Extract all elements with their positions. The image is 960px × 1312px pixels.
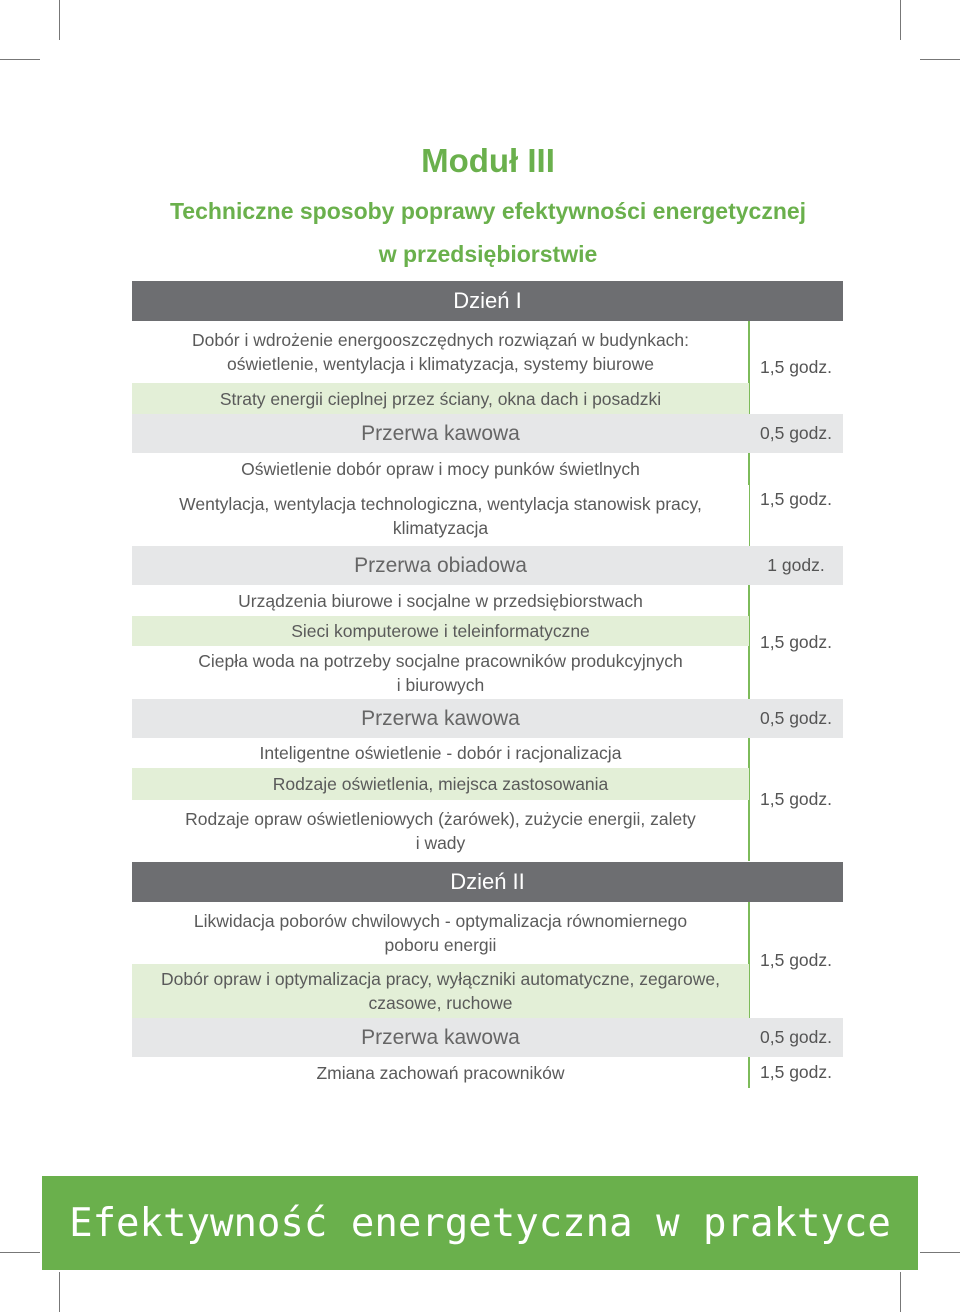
day-1-header: Dzień I (132, 281, 843, 321)
coffee-break-row: Przerwa kawowa (132, 414, 749, 453)
schedule-row: Oświetlenie dobór opraw i mocy punków świetlnych (241, 459, 640, 479)
day-2-header: Dzień II (132, 862, 843, 902)
lunch-break-row: Przerwa obiadowa (132, 546, 749, 585)
subtitle-line-1: Techniczne sposoby poprawy efektywności energetycznej (169, 198, 807, 224)
subtitle-line-2: w przedsiębiorstwie (378, 241, 598, 267)
schedule-row: Likwidacja poborów chwilowych - optymalizacja równomiernego poboru energii (193, 911, 688, 955)
duration-cell: 0,5 godz. (749, 1018, 843, 1057)
crop-mark (0, 59, 40, 60)
duration-cell: 1,5 godz. (760, 631, 832, 652)
schedule-row: Sieci komputerowe i teleinformatyczne (132, 616, 749, 646)
schedule-row: Straty energii cieplnej przez ściany, okna dach i posadzki (132, 383, 749, 414)
module-title: Moduł III (421, 142, 555, 179)
schedule-row: Inteligentne oświetlenie - dobór i racjonalizacja (259, 743, 622, 763)
crop-mark (59, 1272, 60, 1312)
crop-mark (920, 1252, 960, 1253)
schedule-row: Wentylacja, wentylacja technologiczna, wentylacja stanowisk pracy, klimatyzacja (132, 485, 749, 546)
footer-banner: Efektywność energetyczna w praktyce (42, 1176, 918, 1270)
schedule-row: Ciepła woda na potrzeby socjalne pracowników produkcyjnych i biurowych (198, 650, 683, 695)
crop-mark (900, 1272, 901, 1312)
crop-mark (920, 59, 960, 60)
crop-mark (0, 1252, 40, 1253)
schedule-row: Urządzenia biurowe i socjalne w przedsiębiorstwach (238, 590, 643, 611)
duration-cell: 0,5 godz. (749, 414, 843, 453)
coffee-break-row: Przerwa kawowa (132, 1018, 749, 1057)
duration-cell: 1,5 godz. (760, 489, 832, 509)
crop-mark (59, 0, 60, 40)
duration-cell: 1,5 godz. (760, 949, 832, 970)
schedule-row: Rodzaje oświetlenia, miejsca zastosowania (132, 768, 749, 800)
schedule-row: Rodzaje opraw oświetleniowych (żarówek), zużycie energii, zalety i wady (185, 808, 696, 853)
duration-cell: 1,5 godz. (760, 357, 832, 377)
schedule-row: Zmiana zachowań pracowników (316, 1062, 565, 1083)
schedule-row: Dobór opraw i optymalizacja pracy, wyłączniki automatyczne, zegarowe, czasowe, ruchowe (132, 964, 749, 1018)
schedule-row: Dobór i wdrożenie energooszczędnych rozwiązań w budynkach: oświetlenie, wentylacja i klimatyzacja, systemy biurowe (191, 330, 690, 374)
duration-cell: 1,5 godz. (760, 789, 832, 809)
duration-cell: 1,5 godz. (760, 1062, 832, 1082)
duration-cell: 1 godz. (749, 546, 843, 585)
coffee-break-row: Przerwa kawowa (132, 699, 749, 738)
crop-mark (900, 0, 901, 40)
duration-cell: 0,5 godz. (749, 699, 843, 738)
